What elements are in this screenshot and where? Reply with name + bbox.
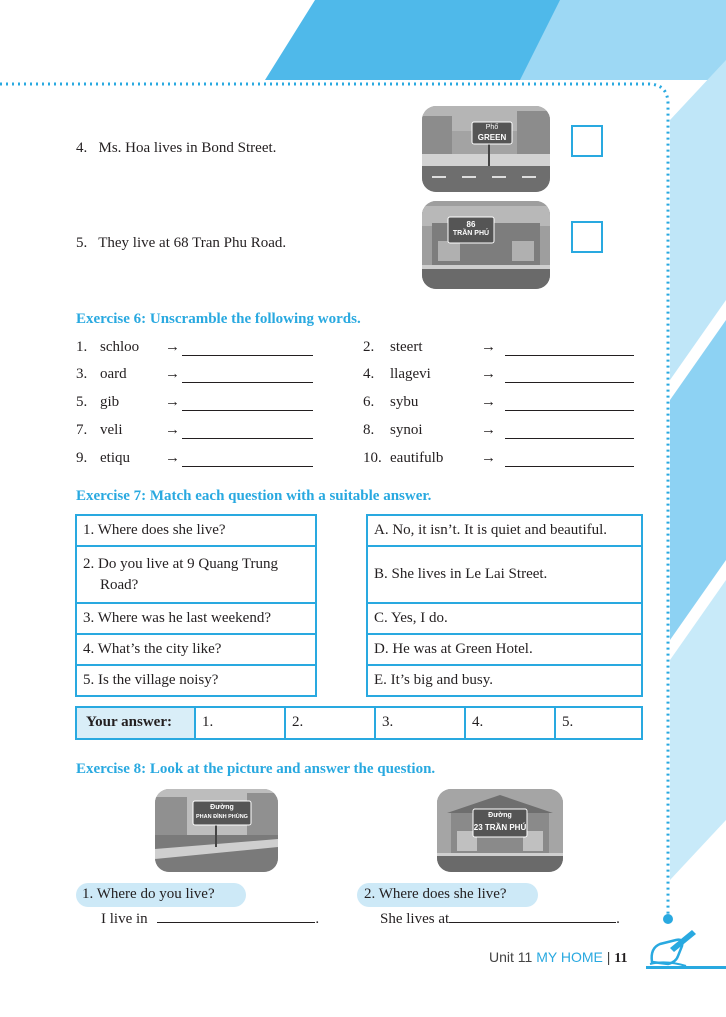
side-band-2	[670, 320, 726, 640]
answer-blank[interactable]	[505, 370, 634, 383]
scrambled-word: gib	[100, 394, 120, 410]
answer-cell: A. No, it isn’t. It is quiet and beautiful.	[367, 515, 642, 546]
question-1: 1. Where do you live?	[82, 886, 215, 902]
page-footer	[489, 949, 628, 967]
sign-text-bottom: GREEN	[477, 133, 507, 142]
exercise6-title: Exercise 6: Unscramble the following words.	[76, 311, 361, 327]
ex5-item-5	[76, 235, 286, 252]
question-2: 2. Where does she live?	[364, 886, 507, 902]
question-text: 2. Do you live at 9 Quang Trung	[83, 555, 278, 572]
arrow-icon: →	[165, 422, 180, 438]
answer-blank[interactable]	[505, 343, 634, 356]
scrambled-word: etiqu	[100, 450, 130, 466]
scrambled-word: eautifulb	[390, 450, 444, 466]
answer-cell: C. Yes, I do.	[367, 603, 642, 634]
exercise8-title: Exercise 8: Look at the picture and answer the question.	[76, 761, 436, 777]
writing-hand-icon	[646, 926, 726, 970]
footer-topic: MY HOME	[536, 949, 603, 965]
answer-1-line	[101, 910, 319, 928]
your-answer-label: Your answer:	[77, 708, 194, 738]
side-band-1	[670, 60, 726, 380]
footer-unit: Unit 11	[489, 949, 533, 965]
street-picture-23tranphu	[437, 789, 563, 872]
arrow-icon: →	[165, 366, 180, 382]
answer-2-line	[380, 910, 620, 928]
item-number: 10.	[363, 450, 382, 466]
item-text: Ms. Hoa lives in Bond Street.	[98, 140, 277, 156]
question-cell: 5. Is the village noisy?	[76, 665, 316, 696]
answer-1-prefix: I live in	[101, 911, 148, 927]
sign-text-top: Đường	[488, 812, 512, 819]
scrambled-word: oard	[100, 366, 127, 382]
answer-blank[interactable]	[182, 343, 313, 356]
scrambled-word: sybu	[390, 394, 419, 410]
answer-cell: D. He was at Green Hotel.	[367, 634, 642, 665]
item-number: 3.	[76, 366, 88, 382]
arrow-icon: →	[481, 394, 496, 410]
scrambled-word: llagevi	[390, 366, 431, 382]
answers-table	[366, 514, 643, 697]
answer-slot-5[interactable]: 5.	[554, 708, 641, 738]
scrambled-word: synoi	[390, 422, 423, 438]
your-answer-row	[75, 706, 643, 740]
item-number: 5.	[76, 235, 88, 251]
answer-slot-3[interactable]: 3.	[374, 708, 464, 738]
arrow-icon: →	[165, 394, 180, 410]
arrow-icon: →	[481, 422, 496, 438]
sign-text-bottom: 23 TRẦN PHÚ	[473, 823, 527, 832]
answer-cell: E. It’s big and busy.	[367, 665, 642, 696]
answer-blank[interactable]	[505, 426, 634, 439]
arrow-icon: →	[481, 366, 496, 382]
item-number: 9.	[76, 450, 88, 466]
arrow-icon: →	[165, 339, 180, 355]
item-number: 6.	[363, 394, 375, 410]
sign-text-top: Phố	[485, 124, 499, 131]
answer-slot-4[interactable]: 4.	[464, 708, 554, 738]
exercise7-title: Exercise 7: Match each question with a suitable answer.	[76, 488, 432, 504]
item-number: 7.	[76, 422, 88, 438]
scrambled-word: veli	[100, 422, 123, 438]
page-number: 11	[614, 951, 628, 966]
item-number: 8.	[363, 422, 375, 438]
questions-table	[75, 514, 317, 697]
answer-slot-1[interactable]: 1.	[194, 708, 284, 738]
sign-text-top: Đường	[210, 804, 234, 811]
answer-2-prefix: She lives at	[380, 911, 450, 927]
answer-cell: B. She lives in Le Lai Street.	[367, 546, 642, 603]
item-number: 4.	[76, 140, 88, 156]
question-cell: 4. What’s the city like?	[76, 634, 316, 665]
question-cell	[76, 546, 316, 603]
answer-blank[interactable]	[182, 398, 313, 411]
answer-blank[interactable]	[182, 426, 313, 439]
scrambled-word: steert	[390, 339, 423, 355]
arrow-icon: →	[481, 339, 496, 355]
arrow-icon: →	[165, 450, 180, 466]
street-picture-tranphu	[422, 201, 550, 289]
answer-blank[interactable]	[182, 370, 313, 383]
item-number: 4.	[363, 366, 375, 382]
item-number: 1.	[76, 339, 88, 355]
item-number: 2.	[363, 339, 375, 355]
street-picture-phandinhphung	[155, 789, 278, 872]
answer-blank[interactable]	[449, 910, 616, 923]
item-number: 5.	[76, 394, 88, 410]
item-text: They live at 68 Tran Phu Road.	[98, 235, 287, 251]
question-cell: 1. Where does she live?	[76, 515, 316, 546]
footer-separator: |	[606, 949, 611, 965]
sign-text-bottom: PHAN ĐÌNH PHÙNG	[196, 814, 248, 820]
answer-blank[interactable]	[182, 454, 313, 467]
question-text-cont: Road?	[100, 576, 139, 593]
scrambled-word: schloo	[100, 339, 140, 355]
period: .	[315, 911, 320, 927]
answer-blank[interactable]	[157, 910, 315, 923]
sign-text-bottom: TRẦN PHÚ	[452, 230, 490, 237]
answer-blank[interactable]	[505, 454, 634, 467]
answer-slot-2[interactable]: 2.	[284, 708, 374, 738]
answer-checkbox-5[interactable]	[571, 221, 603, 253]
answer-checkbox-4[interactable]	[571, 125, 603, 157]
ex5-item-4	[76, 140, 276, 157]
period: .	[616, 911, 620, 927]
answer-blank[interactable]	[505, 398, 634, 411]
sign-text-top: 86	[466, 220, 476, 229]
street-picture-green	[422, 106, 550, 192]
question-cell: 3. Where was he last weekend?	[76, 603, 316, 634]
arrow-icon: →	[481, 450, 496, 466]
